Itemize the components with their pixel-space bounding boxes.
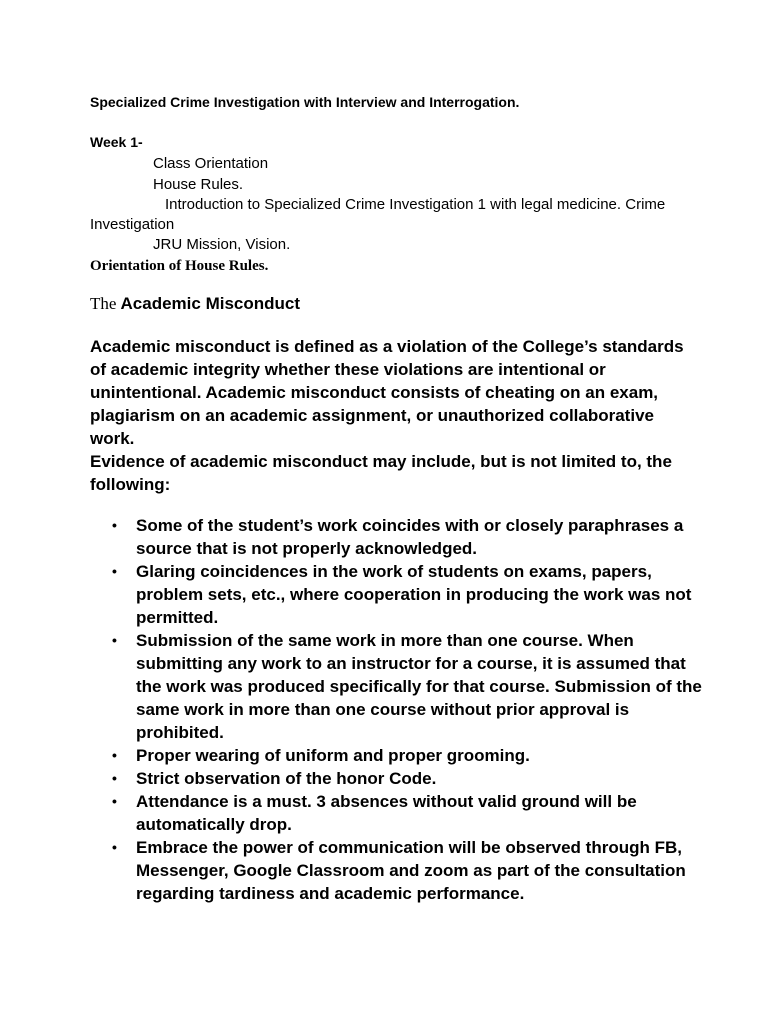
agenda-item-house-rules: House Rules. <box>153 176 244 193</box>
paragraph-evidence-intro: Evidence of academic misconduct may include, but is not limited to, the following: <box>90 452 672 494</box>
list-item <box>90 629 710 744</box>
bullet-icon: • <box>112 563 117 579</box>
list-item <box>90 514 710 560</box>
week-label: Week 1- <box>90 134 143 150</box>
bullet-icon: • <box>112 517 117 533</box>
list-item-text: Attendance is a must. 3 absences without valid ground will be automatically drop. <box>136 792 637 834</box>
section-heading-prefix: The <box>90 294 117 313</box>
list-item-text: Embrace the power of communication will be observed through FB, Messenger, Google Classroom and zoom as part of the consultation regarding tardiness and academic performance. <box>136 838 686 903</box>
list-item-text: Some of the student’s work coincides with or closely paraphrases a source that is not properly acknowledged. <box>136 516 684 558</box>
bullet-icon: • <box>112 632 117 648</box>
orientation-line: Orientation of House Rules. <box>90 258 269 274</box>
list-item <box>90 744 710 767</box>
bullet-icon: • <box>112 770 117 786</box>
evidence-bullet-list <box>90 514 710 905</box>
paragraph-definition: Academic misconduct is defined as a violation of the College’s standards of academic integrity whether these violations are intentional or unintentional. Academic misconduct consists of cheating on an exam, plagiarism on an academic assignment, or unauthorized collaborative work. <box>90 337 684 448</box>
agenda-item-class-orientation: Class Orientation <box>153 155 269 172</box>
bullet-icon: • <box>112 747 117 763</box>
bullet-icon: • <box>112 793 117 809</box>
list-item <box>90 836 710 905</box>
list-item-text: Glaring coincidences in the work of students on exams, papers, problem sets, etc., where cooperation in producing the work was not permitted. <box>136 562 692 627</box>
bullet-icon: • <box>112 839 117 855</box>
agenda-item-introduction: Introduction to Specialized Crime Investigation 1 with legal medicine. Crime Investigation <box>90 196 666 233</box>
section-heading <box>90 294 300 314</box>
agenda-item-mission-vision: JRU Mission, Vision. <box>153 236 291 253</box>
document-title: Specialized Crime Investigation with Interview and Interrogation. <box>90 94 520 110</box>
list-item-text: Strict observation of the honor Code. <box>136 769 437 788</box>
list-item <box>90 560 710 629</box>
section-heading-text: Academic Misconduct <box>120 294 301 313</box>
list-item-text: Proper wearing of uniform and proper grooming. <box>136 746 530 765</box>
list-item <box>90 790 710 836</box>
list-item-text: Submission of the same work in more than one course. When submitting any work to an instructor for a course, it is assumed that the work was produced specifically for that course. Submission of the same work in more than one course without prior approval is prohibited. <box>136 631 702 742</box>
definition-paragraph <box>90 335 690 496</box>
list-item <box>90 767 710 790</box>
